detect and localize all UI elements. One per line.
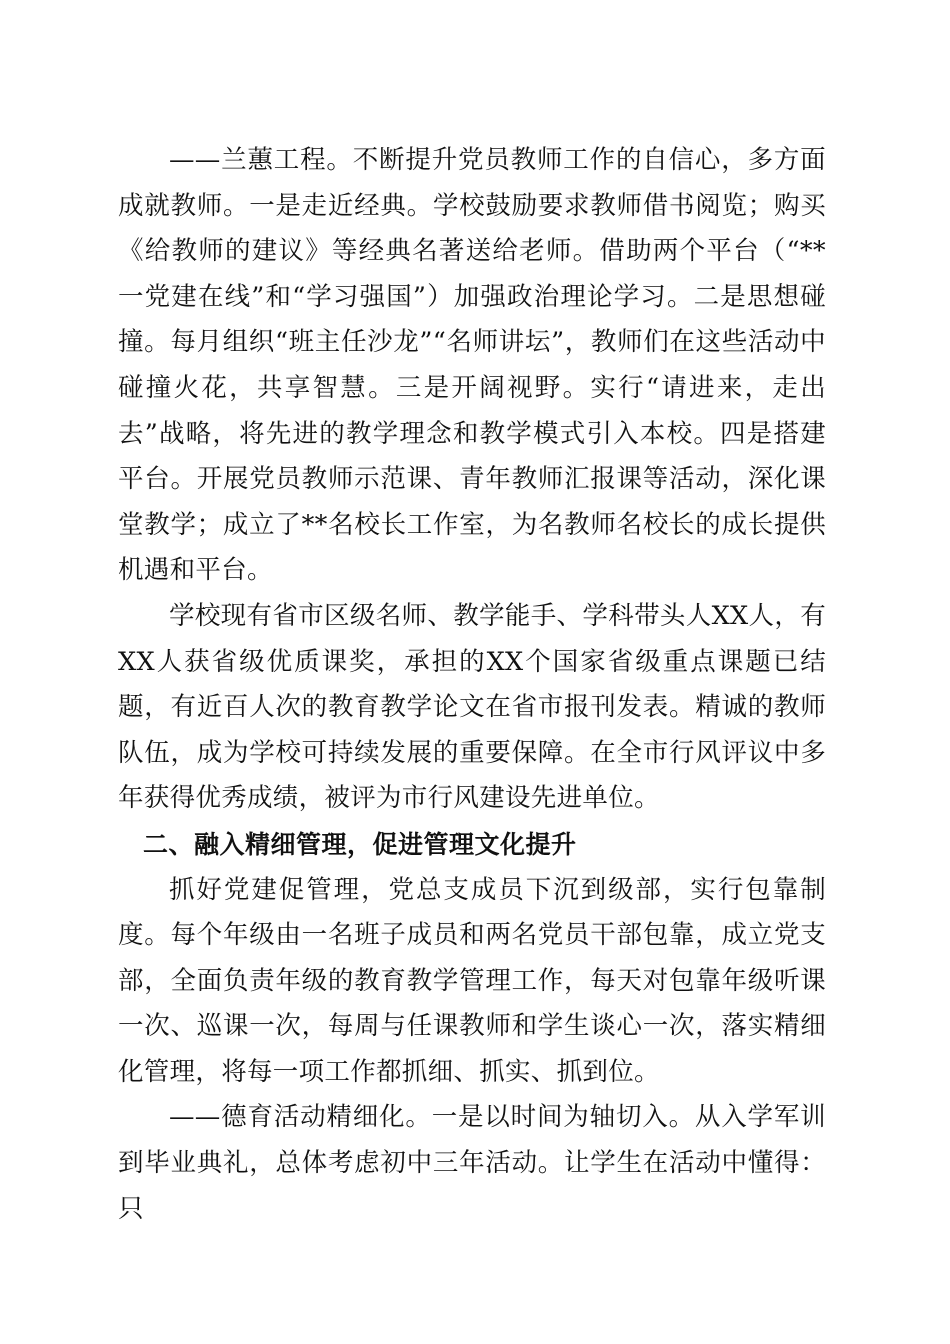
- paragraph-teacher-achievements: 学校现有省市区级名师、教学能手、学科带头人XX人，有XX人获省级优质课奖，承担的XX个国家省级重点课题已结题，有近百人次的教育教学论文在省市报刊发表。精诚的教师队伍，成为学校可持续发展的重要保障。在全市行风评议中多年获得优秀成绩，被评为市行风建设先进单位。: [118, 600, 826, 814]
- paragraph-management: 抓好党建促管理，党总支成员下沉到级部，实行包靠制度。每个年级由一名班子成员和两名党员干部包靠，成立党支部，全面负责年级的教育教学管理工作，每天对包靠年级听课一次、巡课一次，每周与任课教师和学生谈心一次，落实精细化管理，将每一项工作都抓细、抓实、抓到位。: [118, 874, 826, 1087]
- paragraph-moral-education: ——德育活动精细化。一是以时间为轴切入。从入学军训到毕业典礼，总体考虑初中三年活动。让学生在活动中懂得：只: [118, 1102, 826, 1224]
- document-body: [118, 138, 826, 1232]
- section-heading: 二、融入精细管理，促进管理文化提升: [143, 829, 577, 859]
- paragraph-lanhui-project: ——兰蕙工程。不断提升党员教师工作的自信心，多方面成就教师。一是走近经典。学校鼓励要求教师借书阅览；购买《给教师的建议》等经典名著送给老师。借助两个平台（“**一党建在线”和“学习强国”）加强政治理论学习。二是思想碰撞。每月组织“班主任沙龙”“名师讲坛”，教师们在这些活动中碰撞火花，共享智慧。三是开阔视野。实行“请进来，走出去”战略，将先进的教学理念和教学模式引入本校。四是搭建平台。开展党员教师示范课、青年教师汇报课等活动，深化课堂教学；成立了**名校长工作室，为名教师名校长的成长提供机遇和平台。: [118, 145, 826, 586]
